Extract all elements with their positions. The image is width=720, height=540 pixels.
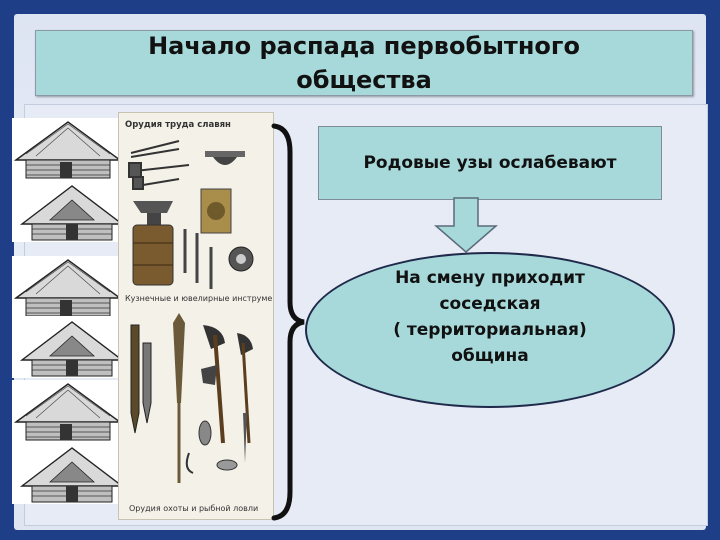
log-house-icon [12, 256, 124, 318]
community-ellipse [305, 252, 675, 408]
tools-caption-middle: Кузнечные и ювелирные инструменты [125, 294, 273, 303]
title-box [35, 30, 693, 96]
kinship-text: Родовые узы ослабевают [363, 153, 617, 173]
log-house-icon [12, 118, 124, 180]
community-text [360, 265, 620, 369]
community-line: община [451, 346, 529, 366]
log-house-icon [12, 316, 124, 378]
log-house-icon [12, 442, 124, 504]
kinship-box [318, 126, 662, 200]
tools-heading: Орудия труда славян [125, 120, 231, 130]
slavic-tools-illustration [118, 112, 274, 520]
page-title: Начало распада первобытного общества [148, 32, 580, 94]
down-arrow-icon [434, 196, 498, 254]
community-line: На смену приходит [395, 268, 585, 288]
log-house-icon [12, 380, 124, 442]
log-house-icon [12, 180, 124, 242]
community-line: соседская [439, 294, 541, 314]
tools-caption-bottom: Орудия охоты и рыбной ловли [129, 504, 259, 513]
curly-brace-icon [270, 122, 310, 522]
community-line: ( территориальная) [393, 320, 587, 340]
